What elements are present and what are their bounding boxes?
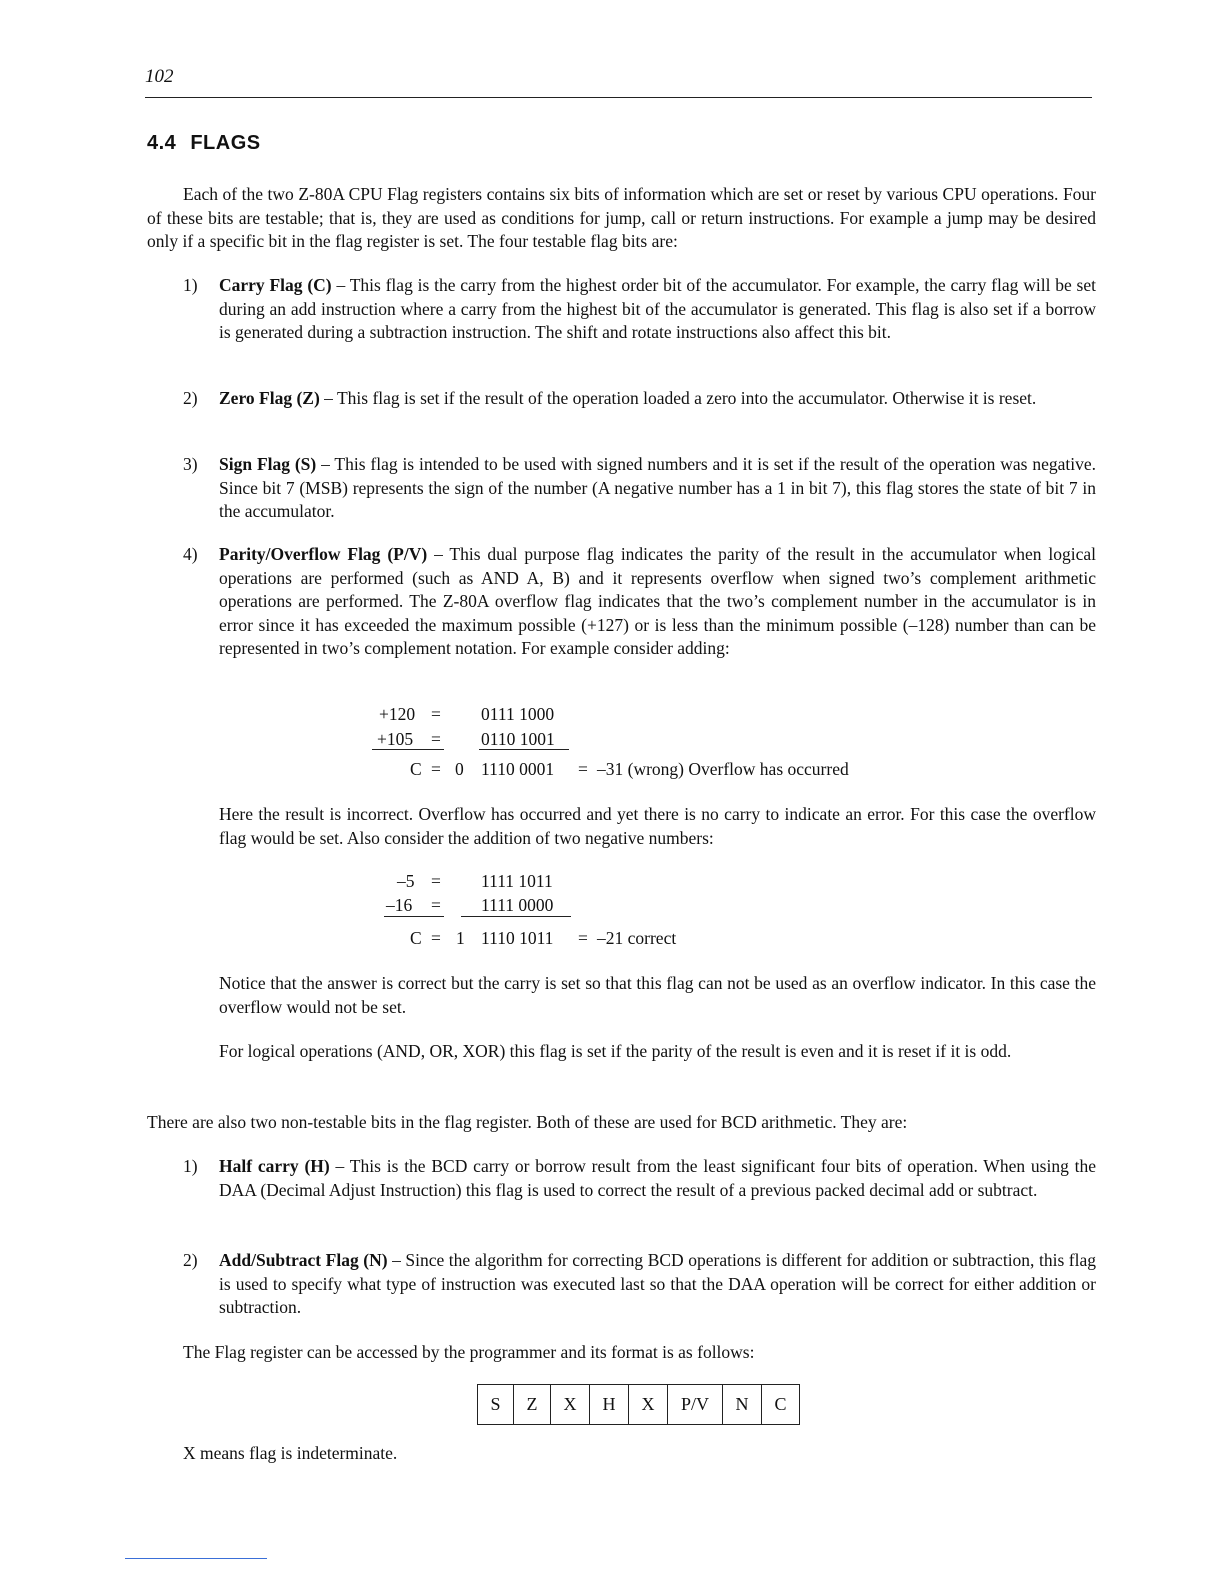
non-testable-intro: There are also two non-testable bits in the flag register. Both of these are used for BCD arithmetic. They are: [147,1112,908,1132]
item-term: Zero Flag (Z) [219,388,320,408]
item-text: – This dual purpose flag indicates the parity of the result in the accumulator when logical operations are performed (such as AND A, B) and it represents overflow when signed two’s complement arithmetic operations are performed. The Z-80A overflow flag indicates that the two’s complement number in the accumulator is in error since it has exceeded the maximum possible (+127) or is less than the minimum possible (–128) number than can be represented in two’s complement notation. For example consider adding: [219,544,1096,658]
page-number: 102 [145,66,174,87]
operand-b: –16 [386,895,413,915]
item-number: 1) [183,275,198,295]
result-text: –21 correct [597,928,677,948]
carry-label: C [410,759,422,779]
item-term: Parity/Overflow Flag (P/V) [219,544,428,564]
flag-bit-zero: Z [514,1385,551,1425]
equals-sign: = [431,704,441,724]
footer-link-rule [125,1558,267,1559]
footnote: X means flag is indeterminate. [183,1443,398,1463]
flag-bit-add-subtract: N [723,1385,762,1425]
sum-rule [479,749,569,750]
list-item-add-subtract-flag [183,1249,1096,1320]
item-text: – Since the algorithm for correcting BCD operations is different for addition or subtraction, this flag is used to specify what type of instruction was executed last so that the DAA operation will be correct for either addition or subtraction. [219,1250,1096,1317]
format-intro: The Flag register can be accessed by the programmer and its format is as follows: [183,1342,755,1362]
result-text: –31 (wrong) Overflow has occurred [597,759,849,779]
item-term: Carry Flag (C) [219,275,332,295]
item-text: – This flag is the carry from the highest order bit of the accumulator. For example, the carry flag will be set during an add instruction where a carry from the highest bit of the accumulator is generated. This flag is also set if a borrow is generated during a subtraction instruction. The shift and rotate instructions also affect this bit. [219,275,1096,342]
item-text: – This is the BCD carry or borrow result from the least significant four bits of operation. When using the DAA (Decimal Adjust Instruction) this flag is used to correct the result of a previous packed decimal add or subtract. [219,1156,1097,1200]
carry-value: 1 [456,928,465,948]
item-number: 4) [183,544,198,564]
equals-sign: = [431,729,441,749]
flag-bit-half-carry: H [590,1385,629,1425]
carry-value: 0 [455,759,464,779]
after-example-2-paragraph: Notice that the answer is correct but the carry is set so that this flag can not be used as an overflow indicator. In this case the overflow would not be set. [219,973,1096,1017]
section-title [147,132,261,155]
item-number: 1) [183,1156,198,1176]
item-text: – This flag is intended to be used with signed numbers and it is set if the result of the operation was negative. Since bit 7 (MSB) represents the sign of the number (A negative number has a 1 in bit 7), this flag stores the state of bit 7 in the accumulator. [219,454,1096,521]
header-rule [145,97,1092,98]
operand-b: +105 [377,729,414,749]
flag-bit-carry: C [762,1385,800,1425]
carry-label: C [410,928,422,948]
operand-a: +120 [379,704,416,724]
item-term: Add/Subtract Flag (N) [219,1250,388,1270]
equals-sign: = [431,759,441,779]
sum-rule [461,916,571,917]
flag-register-format [477,1384,800,1425]
result-binary: 1110 1011 [481,928,554,948]
result-binary: 1110 0001 [481,759,555,779]
flag-bit-undefined: X [629,1385,668,1425]
logical-operations-paragraph: For logical operations (AND, OR, XOR) this flag is set if the parity of the result is even and it is reset if it is odd. [219,1041,1012,1061]
operand-a-binary: 0111 1000 [481,704,555,724]
sum-rule [372,749,444,750]
item-number: 2) [183,1250,198,1270]
equals-sign: = [578,759,588,779]
item-term: Sign Flag (S) [219,454,317,474]
list-item-sign-flag [183,453,1096,524]
sum-rule [384,916,444,917]
equals-sign: = [431,871,441,891]
intro-paragraph: Each of the two Z-80A CPU Flag registers contains six bits of information which are set or reset by various CPU operations. Four of these bits are testable; that is, they are used as conditions for jump, call or return instructions. For example a jump may be desired only if a specific bit in the flag register is set. The four testable flag bits are: [147,184,1096,251]
flag-bit-undefined: X [551,1385,590,1425]
operand-a: –5 [397,871,415,891]
operand-b-binary: 1111 0000 [481,895,554,915]
flag-bit-parity-overflow: P/V [668,1385,723,1425]
after-example-1-paragraph: Here the result is incorrect. Overflow has occurred and yet there is no carry to indicate an error. For this case the overflow flag would be set. Also consider the addition of two negative numbers: [219,804,1096,848]
operand-b-binary: 0110 1001 [481,729,555,749]
list-item-carry-flag [183,274,1096,345]
list-item-parity-overflow-flag [183,543,1096,661]
item-text: – This flag is set if the result of the operation loaded a zero into the accumulator. Otherwise it is reset. [319,388,1037,408]
section-title-text: FLAGS [190,132,261,154]
list-item-zero-flag [183,387,1096,411]
equals-sign: = [578,928,588,948]
flag-bit-sign: S [478,1385,514,1425]
list-item-half-carry [183,1155,1096,1202]
item-number: 2) [183,388,198,408]
equals-sign: = [431,895,441,915]
item-term: Half carry (H) [219,1156,330,1176]
item-number: 3) [183,454,198,474]
operand-a-binary: 1111 1011 [481,871,553,891]
equals-sign: = [431,928,441,948]
section-number: 4.4 [147,132,177,154]
